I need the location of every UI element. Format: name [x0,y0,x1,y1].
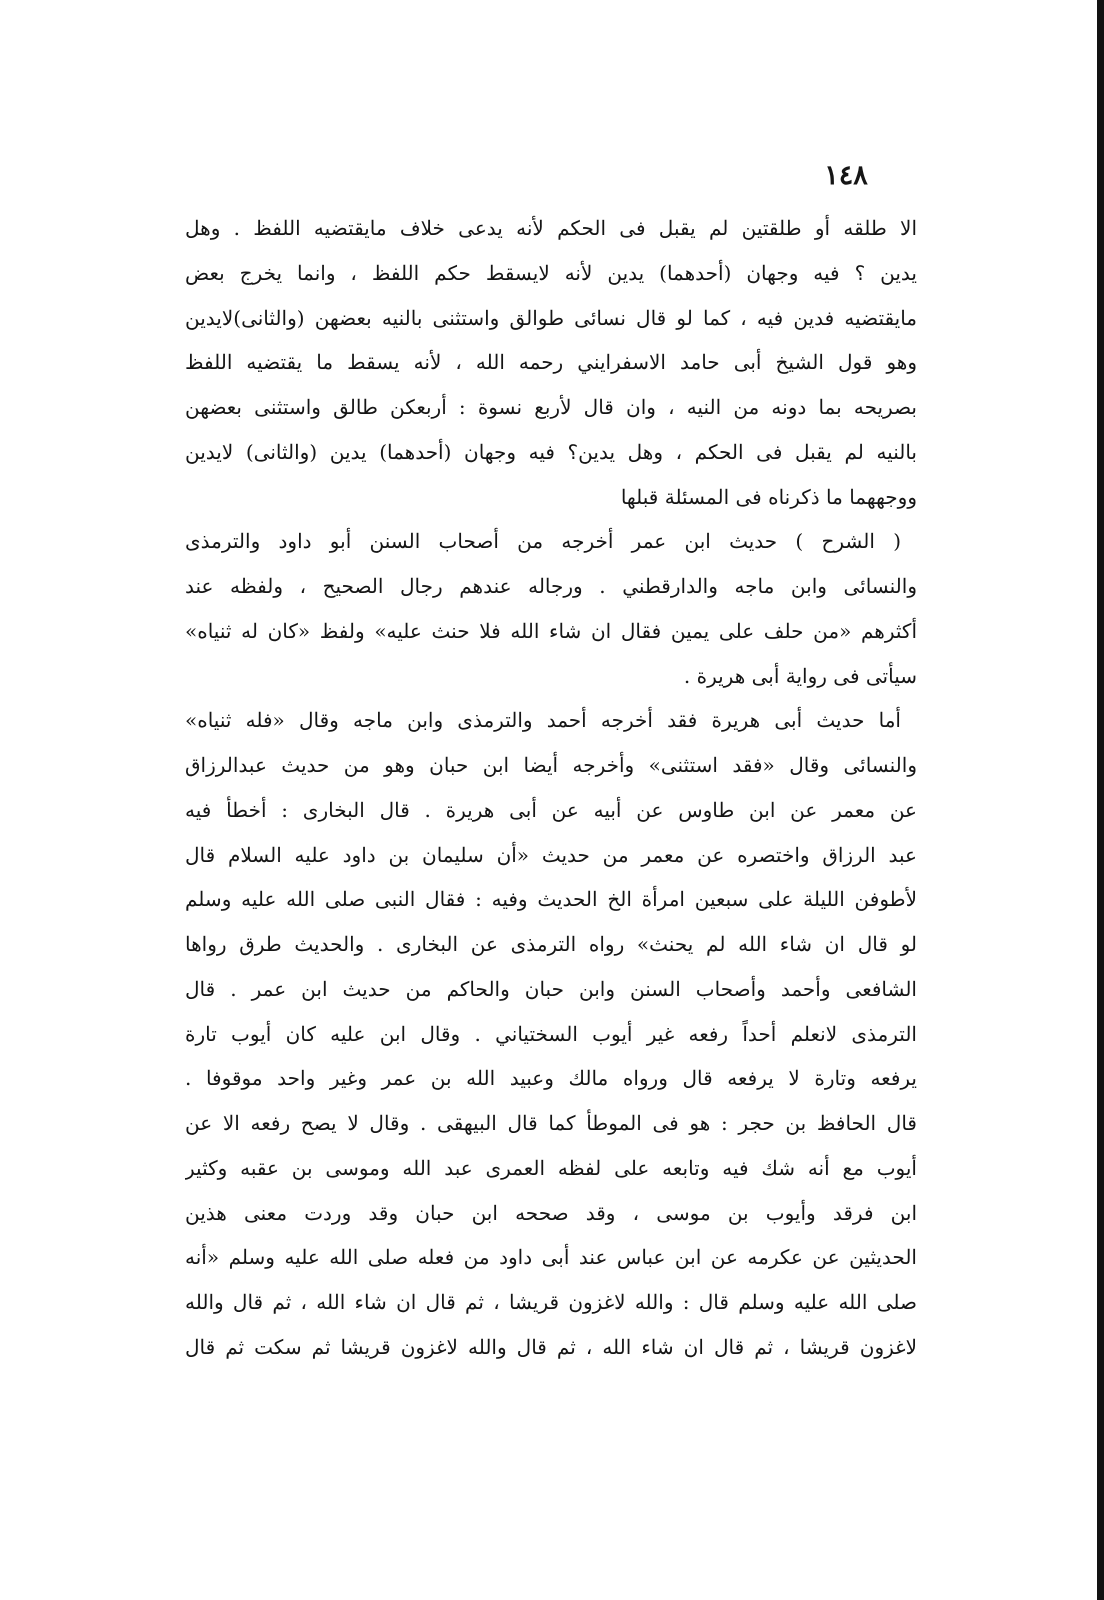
text-line: أيوب مع أنه شك فيه وتابعه على لفظه العمرى عبد الله وموسى بن عقبه وكثير [185,1155,917,1180]
text-line: بالنيه لم يقبل فى الحكم ، وهل يدين؟ فيه وجهان (أحدهما) يدين (والثانى) لايدين [185,439,917,464]
text-line: سيأتى فى رواية أبى هريرة . [683,663,917,688]
text-line: الترمذى لانعلم أحداً رفعه غير أيوب السختياني . وقال ابن عليه كان أيوب تارة [185,1021,917,1046]
text-line: مايقتضيه فدين فيه ، كما لو قال نسائى طوالق واستثنى بالنيه بعضهن (والثانى)لايدين [185,305,917,330]
text-line: يدين ؟ فيه وجهان (أحدهما) يدين لأنه لايسقط حكم اللفظ ، وانما يخرج بعض [185,260,917,285]
text-line: الشافعى وأحمد وأصحاب السنن وابن حبان والحاكم من حديث ابن عمر . قال [185,976,917,1001]
text-line: ووجههما ما ذكرناه فى المسئلة قبلها [620,484,917,509]
text-line: عن معمر عن ابن طاوس عن أبيه عن أبى هريرة . قال البخارى : أخطأ فيه [185,797,917,822]
text-line: الحديثين عن عكرمه عن ابن عباس عند أبى داود من فعله صلى الله عليه وسلم «أنه [185,1245,917,1270]
arabic-text-body [185,206,917,1370]
text-line: والنسائى وقال «فقد استثنى» وأخرجه أيضا ابن حبان وهو من حديث عبدالرزاق [185,753,917,777]
text-line: والنسائى وابن ماجه والدارقطني . ورجاله عندهم رجال الصحيح ، ولفظه عند [185,574,917,598]
text-line: لاغزون قريشا ، ثم قال ان شاء الله ، ثم قال والله لاغزون قريشا ثم سكت ثم قال [185,1334,917,1359]
text-line: وهو قول الشيخ أبى حامد الاسفرايني رحمه الله ، لأنه يسقط ما يقتضيه اللفظ [185,350,917,375]
text-line: عبد الرزاق واختصره عن معمر من حديث «أن سليمان بن داود عليه السلام قال [185,842,917,867]
text-line: يرفعه وتارة لا يرفعه قال ورواه مالك وعبيد الله بن عمر وغير واحد موقوفا . [185,1066,917,1091]
text-line: ابن فرقد وأيوب بن موسى ، وقد صححه ابن حبان وقد وردت معنى هذين [185,1200,917,1225]
text-line: أكثرهم «من حلف على يمين فقال ان شاء الله فلا حنث عليه» ولفظ «كان له ثنياه» [185,618,917,643]
text-line: لو قال ان شاء الله لم يحنث» رواه الترمذى عن البخارى . والحديث طرق رواها [185,932,917,956]
text-line: صلى الله عليه وسلم قال : والله لاغزون قريشا ، ثم قال ان شاء الله ، ثم قال والله [185,1290,917,1314]
text-line: لأطوفن الليلة على سبعين امرأة الخ الحديث وفيه : فقال النبى صلى الله عليه وسلم [185,887,917,912]
page-number: ١٤٨ [824,160,868,191]
page-edge-shadow [1097,0,1104,1600]
text-line: الا طلقه أو طلقتين لم يقبل فى الحكم لأنه يدعى خلاف مايقتضيه اللفظ . وهل [185,216,917,240]
text-line: أما حديث أبى هريرة فقد أخرجه أحمد والترمذى وابن ماجه وقال «فله ثنياه» [185,708,901,733]
text-line: قال الحافظ بن حجر : هو فى الموطأ كما قال البيهقى . وقال لا يصح رفعه الا عن [185,1111,917,1135]
text-line: بصريحه بما دونه من النيه ، وان قال لأربع نسوة : أربعكن طالق واستثنى بعضهن [185,395,917,419]
text-line: ( الشرح ) حديث ابن عمر أخرجه من أصحاب السنن أبو داود والترمذى [185,529,901,554]
